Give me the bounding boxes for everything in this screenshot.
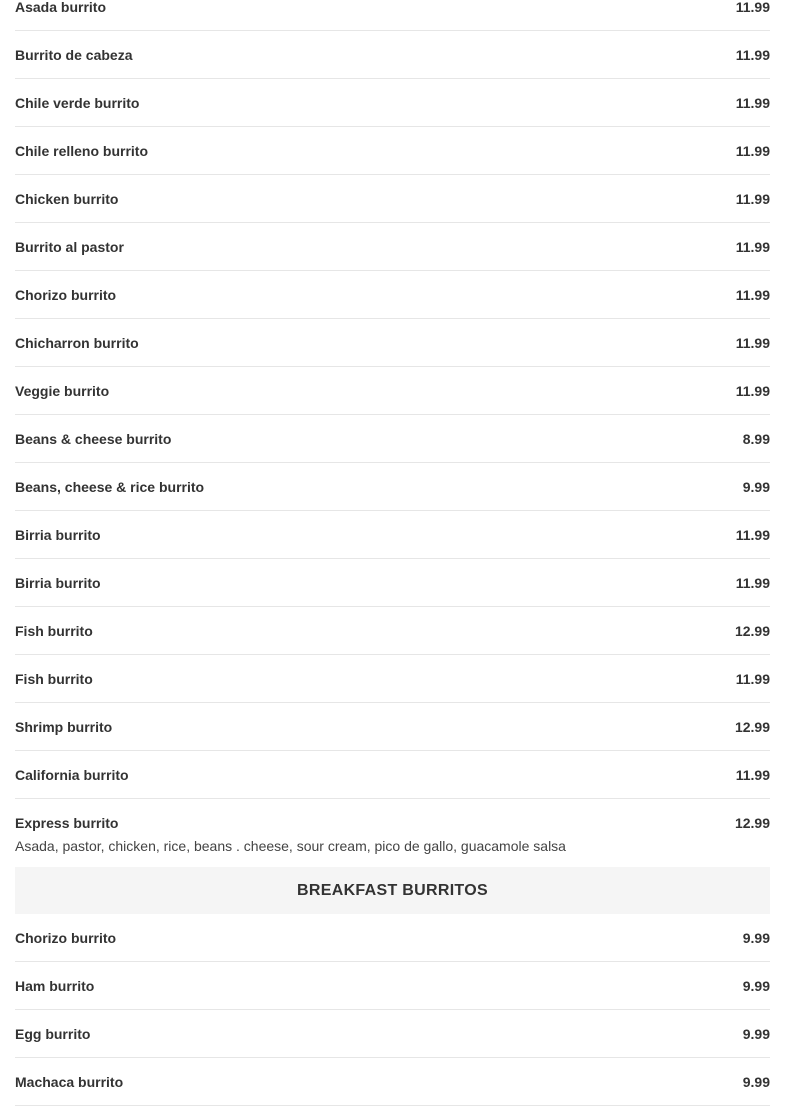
- menu-item-name: Birria burrito: [15, 527, 101, 543]
- menu-item-price: 9.99: [742, 978, 770, 994]
- menu-item-price: 8.99: [742, 431, 770, 447]
- menu-item[interactable]: [15, 271, 770, 319]
- menu-item-price: 11.99: [735, 47, 770, 63]
- menu-item-name: Chile relleno burrito: [15, 143, 149, 159]
- menu-item[interactable]: [15, 1010, 770, 1058]
- menu-item-price: 11.99: [735, 0, 770, 15]
- menu-list: [15, 0, 770, 1106]
- menu-item-price: 11.99: [735, 95, 770, 111]
- menu-item-price: 11.99: [735, 383, 770, 399]
- menu-item-price: 11.99: [735, 239, 770, 255]
- menu-item-name: Veggie burrito: [15, 383, 110, 399]
- menu-item[interactable]: [15, 799, 770, 867]
- menu-item-price: 11.99: [735, 335, 770, 351]
- menu-item[interactable]: [15, 31, 770, 79]
- menu-item[interactable]: [15, 607, 770, 655]
- menu-item-name: Chicken burrito: [15, 191, 119, 207]
- menu-item[interactable]: [15, 751, 770, 799]
- menu-item[interactable]: [15, 367, 770, 415]
- menu-item-description: Asada, pastor, chicken, rice, beans . cheese, sour cream, pico de gallo, guacamole salsa: [15, 838, 566, 854]
- menu-item-name: Chicharron burrito: [15, 335, 139, 351]
- menu-item[interactable]: [15, 962, 770, 1010]
- menu-item-name: Burrito de cabeza: [15, 47, 133, 63]
- menu-item-name: Fish burrito: [15, 623, 93, 639]
- section-header-breakfast-burritos: BREAKFAST BURRITOS: [15, 867, 770, 914]
- menu-item[interactable]: [15, 223, 770, 271]
- menu-item[interactable]: [15, 559, 770, 607]
- menu-item-name: Machaca burrito: [15, 1074, 124, 1090]
- menu-item[interactable]: [15, 463, 770, 511]
- menu-item-price: 9.99: [742, 1026, 770, 1042]
- menu-item-price: 12.99: [734, 815, 770, 831]
- menu-item[interactable]: [15, 703, 770, 751]
- menu-item-price: 11.99: [735, 671, 770, 687]
- menu-item[interactable]: [15, 127, 770, 175]
- menu-item-name: Asada burrito: [15, 0, 107, 15]
- menu-item-price: 11.99: [735, 527, 770, 543]
- menu-item[interactable]: [15, 511, 770, 559]
- menu-item-name: Shrimp burrito: [15, 719, 113, 735]
- menu-item-name: Chorizo burrito: [15, 930, 117, 946]
- menu-section: [15, 0, 770, 867]
- menu-item[interactable]: [15, 415, 770, 463]
- menu-item-price: 9.99: [742, 930, 770, 946]
- menu-item-name: Beans & cheese burrito: [15, 431, 172, 447]
- menu-item[interactable]: [15, 655, 770, 703]
- menu-item[interactable]: [15, 0, 770, 31]
- menu-item-name: Egg burrito: [15, 1026, 91, 1042]
- menu-item-name: Express burrito: [15, 815, 119, 831]
- menu-item-price: 11.99: [735, 575, 770, 591]
- menu-item-name: Burrito al pastor: [15, 239, 124, 255]
- menu-item-price: 11.99: [735, 143, 770, 159]
- menu-item[interactable]: [15, 319, 770, 367]
- menu-item[interactable]: [15, 79, 770, 127]
- menu-item-price: 11.99: [735, 191, 770, 207]
- menu-item[interactable]: [15, 175, 770, 223]
- menu-item-price: 9.99: [742, 1074, 770, 1090]
- menu-item[interactable]: [15, 914, 770, 962]
- menu-item-name: Beans, cheese & rice burrito: [15, 479, 205, 495]
- menu-item-name: Chorizo burrito: [15, 287, 117, 303]
- menu-item-name: California burrito: [15, 767, 129, 783]
- menu-item-price: 12.99: [734, 623, 770, 639]
- menu-item-price: 9.99: [742, 479, 770, 495]
- menu-item-name: Ham burrito: [15, 978, 95, 994]
- menu-item-price: 11.99: [735, 767, 770, 783]
- menu-item-price: 12.99: [734, 719, 770, 735]
- menu-item[interactable]: [15, 1058, 770, 1106]
- menu-item-price: 11.99: [735, 287, 770, 303]
- menu-item-name: Fish burrito: [15, 671, 93, 687]
- menu-section: [15, 914, 770, 1106]
- menu-item-name: Birria burrito: [15, 575, 101, 591]
- menu-item-name: Chile verde burrito: [15, 95, 140, 111]
